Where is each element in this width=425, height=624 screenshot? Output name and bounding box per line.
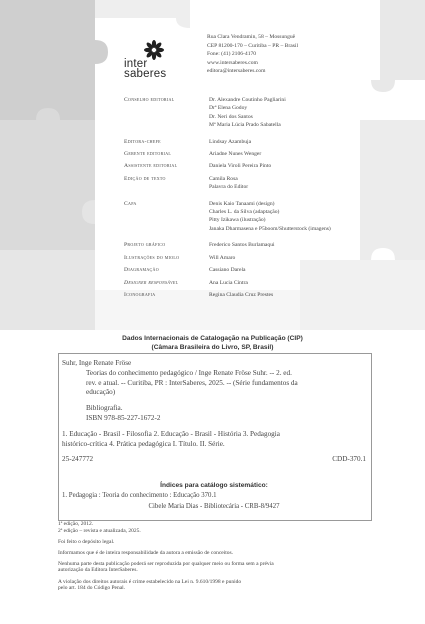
credit-value: Regina Claudia Cruz Prestes [209, 291, 274, 298]
credit-value: Lindsay Azambuja [209, 138, 252, 145]
credit-row-gerente [124, 150, 414, 158]
credit-value: Frederico Santos Burlamaqui [209, 242, 275, 249]
credit-label: Assistente editorial [124, 163, 178, 170]
credit-value: Cassiano Darela [209, 267, 246, 274]
credit-value: Mª Maria Lúcia Prado Sabatella [209, 122, 281, 129]
credit-value: Palavra do Editor [209, 184, 249, 191]
credit-value: Ana Lucia Cintra [209, 279, 248, 286]
reproduction-note: autorização da Editora InterSaberes. [58, 567, 138, 574]
address-line: CEP 81200-170 – Curitiba – PR – Brasil [207, 42, 299, 49]
cip-title-line: Teorias do conhecimento pedagógico / Inge Renate Fröse Suhr. -- 2. ed. [86, 368, 292, 377]
credit-row-editora [124, 138, 414, 146]
credit-label: Ilustrações do miolo [124, 254, 180, 261]
credit-value: Janaka Dharmasena e P5boom/Shutterstock (imagens) [209, 225, 331, 232]
index-item: 1. Pedagogia : Teoria do conhecimento : Educação 370.1 [62, 492, 217, 499]
address-line: Fone: (41) 2106-4170 [207, 51, 257, 57]
cip-title-line: rev. e atual. -- Curitiba, PR : InterSaberes, 2025. -- (Série fundamentos da [86, 378, 298, 387]
intersaberes-logo-icon [124, 40, 184, 60]
responsibility-note: Informamos que é de inteira responsabilidade da autora a emissão de conceitos. [58, 549, 234, 556]
deposit-note: Foi feito o depósito legal. [58, 538, 115, 545]
credit-value: Dr. Alexandre Coutinho Pagliarini [209, 97, 286, 103]
credit-row-designer [124, 279, 414, 287]
address-line: www.intersaberes.com [207, 59, 258, 66]
credit-row-assistente [124, 162, 414, 170]
cip-heading-line: (Câmara Brasileira do Livro, SP, Brasil) [151, 344, 274, 351]
librarian-credit: Cibele Maria Dias - Bibliotecária - CRB-8/9427 [148, 503, 280, 510]
credit-label: Diagramação [124, 267, 159, 274]
publisher-address [207, 33, 298, 76]
cip-author: Suhr, Inge Renate Fröse [62, 359, 132, 367]
credit-label: Projeto gráfico [124, 242, 166, 249]
credit-value: Charles L. da Silva (adaptação) [209, 209, 280, 216]
cip-bibliografia: Bibliografia. [86, 404, 123, 413]
credit-row-iconografia [124, 291, 414, 299]
cip-card [62, 359, 366, 465]
logo-line-saberes: saberes [124, 68, 167, 80]
credit-label: Gerente editorial [124, 151, 172, 158]
credit-label: Capa [124, 200, 137, 207]
credit-row-conselho [124, 96, 414, 130]
credit-row-diagramacao [124, 266, 414, 274]
cip-subjects-line: 1. Educação - Brasil - Filosofia 2. Educação - Brasil - História 3. Pedagogia [62, 429, 280, 438]
credit-value: Drª Elena Godoy [209, 105, 248, 112]
cip-heading [0, 334, 425, 352]
credit-value: Pitty Izikawa (ilustração) [209, 217, 266, 224]
edition-note: 1ª edição, 2012. [58, 521, 94, 527]
credits-block [124, 96, 414, 299]
credit-value: Daniela Viroli Pereira Pinto [209, 163, 272, 170]
credit-value: Camila Rosa [209, 175, 238, 182]
credit-row-projeto [124, 241, 414, 249]
credit-value: Denis Kaio Tanaami (design) [209, 200, 275, 207]
credit-value: Ariadne Nunes Wenger [209, 151, 262, 158]
cip-cdd: CDD-370.1 [332, 455, 366, 464]
address-line: Rua Clara Vendramin, 58 – Mossunguê [207, 34, 296, 40]
credit-value: Will Amaro [209, 254, 236, 261]
law-note: pelo art. 184 do Código Penal. [58, 585, 126, 592]
cip-isbn: ISBN 978-85-227-1672-2 [86, 413, 161, 422]
credit-label: Editora-chefe [124, 138, 161, 145]
logo-line-inter: inter [124, 58, 148, 70]
index-heading: Índices para catálogo sistemático: [160, 482, 268, 489]
edition-note: 2ª edição – revista e atualizada, 2025. [58, 527, 141, 534]
address-line: editora@intersaberes.com [207, 68, 266, 74]
credit-row-capa [124, 200, 414, 234]
credit-value: Dr. Neri dos Santos [209, 113, 253, 120]
credit-label: Designer responsável [124, 279, 179, 286]
legal-notes [58, 521, 378, 592]
law-note: A violação dos direitos autorais é crime estabelecido na Lei n. 9.610/1998 e punido [58, 578, 242, 585]
credit-row-edicao [124, 175, 414, 192]
cip-codes [62, 455, 366, 465]
cip-heading-line: Dados Internacionais de Catalogação na Publicação (CIP) [122, 335, 303, 342]
cip-subjects-line: histórico-crítica 4. Prática pedagógica I. Título. II. Série. [62, 439, 225, 448]
publisher-logo-text [124, 59, 166, 79]
credit-label: Conselho editorial [124, 97, 175, 103]
credit-label: Edição de texto [124, 175, 166, 182]
credit-label: Iconografia [124, 291, 156, 298]
cip-control-number: 25-247772 [62, 455, 94, 464]
cip-title-line: educação) [86, 388, 116, 397]
credit-row-ilustracoes [124, 254, 414, 262]
reproduction-note: Nenhuma parte desta publicação poderá ser reproduzida por qualquer meio ou forma sem a prévia [58, 560, 274, 567]
